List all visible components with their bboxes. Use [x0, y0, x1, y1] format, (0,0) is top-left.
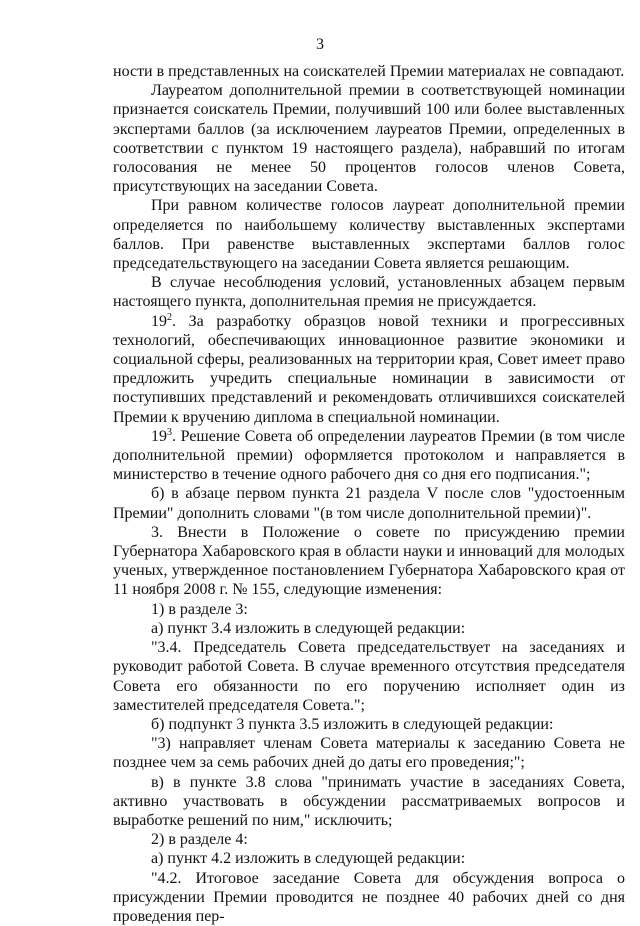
paragraph-quote-4-2: "4.2. Итоговое заседание Совета для обсуждения вопроса о присуждении Премии проводится не позднее 40 рабочих дней со дня проведения пер- — [113, 869, 625, 925]
clause-superscript: 2 — [167, 311, 172, 323]
paragraph-laureate-definition: Лауреатом дополнительной премии в соответствующей номинации признается соискатель Премии, получивший 100 или более выставленных экспертами баллов (за исключением лауреатов Премии, определенных в соответствии с пунктом 19 настоящего раздела), набравший по итогам голосования не менее 50 процентов голосов членов Совета, присутствующих на заседании Совета. — [113, 82, 625, 196]
paragraph-quote-3: "3) направляет членам Совета материалы к заседанию Совета не позднее чем за семь рабочих дней до даты его проведения;"; — [113, 735, 625, 772]
clause-text: . За разработку образцов новой техники и прогрессивных технологий, обеспечивающих инновационное развитие экономики и социальной сферы, реализованных на территории края, Совет имеет право предложить учредить специальные номинации в зависимости от поступивших представлений и рекомендовать отличившихся соискателей Премии к вручению диплома в специальной номинации. — [113, 312, 625, 426]
paragraph-amendment-b: б) в абзаце первом пункта 21 раздела V после слов "удостоенным Премии" дополнить словами "(в том числе дополнительной премии)". — [113, 485, 625, 522]
paragraph-clause-19-2 — [113, 312, 625, 427]
paragraph-subsection-2: 2) в разделе 4: — [151, 831, 248, 849]
paragraph-item-a: а) пункт 3.4 изложить в следующей редакции: — [151, 619, 466, 637]
paragraph-continuation: ности в представленных на соискателей Премии материалах не совпадают. — [113, 63, 625, 80]
clause-text: . Решение Совета об определении лауреатов Премии (в том числе дополнительной премии) оформляется протоколом и направляется в министерство в течение одного рабочего дня со дня его подписания."; — [113, 427, 625, 484]
paragraph-item-b: б) подпункт 3 пункта 3.5 изложить в следующей редакции: — [151, 715, 554, 733]
paragraph-item-a-4-2: а) пункт 4.2 изложить в следующей редакции: — [151, 850, 466, 868]
clause-number: 19 — [151, 427, 167, 445]
clause-superscript: 3 — [167, 426, 172, 438]
clause-number: 19 — [151, 312, 167, 330]
paragraph-quote-3-4: "3.4. Председатель Совета председательствует на заседаниях и руководит работой Совета. В случае временного отсутствия председателя Совета его обязанности по его поручению исполняет один из заместителей председателя Совета."; — [113, 639, 625, 714]
paragraph-item-v: в) в пункте 3.8 слова "принимать участие в заседаниях Совета, активно участвовать в обсуждении рассматриваемых вопросов и выработке решений по ним," исключить; — [113, 773, 625, 829]
page-number: 3 — [316, 36, 324, 53]
paragraph-section-3: 3. Внести в Положение о совете по присуждению премии Губернатора Хабаровского края в области науки и инноваций для молодых ученых, утвержденное постановлением Губернатора Хабаровского края от 11 ноября 2008 г. № 155, следующие изменения: — [113, 523, 625, 599]
document-body — [113, 62, 625, 926]
paragraph-non-compliance: В случае несоблюдения условий, установленных абзацем первым настоящего пункта, дополнительная премия не присуждается. — [113, 274, 625, 311]
paragraph-clause-19-3 — [113, 427, 625, 485]
paragraph-subsection-1: 1) в разделе 3: — [151, 600, 248, 618]
paragraph-equal-votes: При равном количестве голосов лауреат дополнительной премии определяется по наибольшему количеству выставленных экспертами баллов. При равенстве выставленных экспертами баллов голос председательствующего на заседании Совета является решающим. — [113, 197, 625, 273]
